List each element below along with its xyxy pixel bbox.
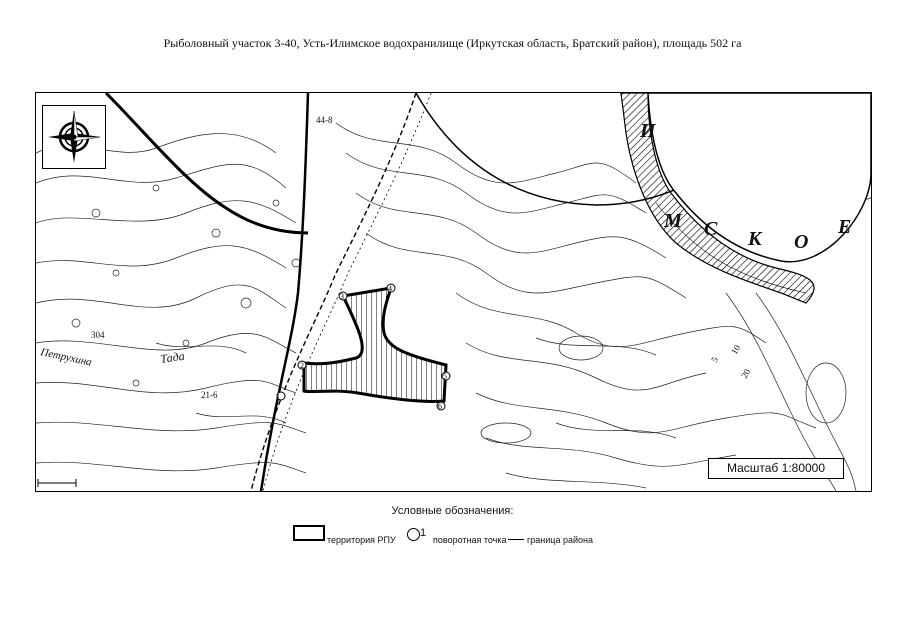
turning-point: [387, 284, 395, 293]
compass-rose-icon: [42, 105, 106, 169]
reservoir-letter: М: [664, 210, 682, 232]
legend-point-label: поворотная точка: [433, 535, 507, 545]
svg-text:1: 1: [276, 392, 280, 401]
reservoir-letter: Е: [838, 216, 852, 238]
reservoir-letter: К: [748, 228, 762, 250]
legend-boundary-label: граница района: [527, 535, 593, 545]
document-title: Рыболовный участок 3-40, Усть-Илимское водохранилище (Иркутская область, Братский район), площадь 502 га: [163, 36, 742, 50]
tada-label: Тада: [159, 348, 186, 366]
legend-title: Условные обозначения:: [391, 505, 514, 517]
svg-text:6: 6: [438, 402, 442, 411]
legend-area-label: территория РПУ: [327, 535, 396, 545]
area-swatch-icon: [293, 525, 325, 541]
turning-point: [276, 392, 285, 401]
boundary-line-icon: [508, 539, 524, 540]
svg-text:3: 3: [340, 292, 344, 301]
fishing-area-polygon: [304, 288, 446, 401]
turning-point: [442, 372, 450, 381]
svg-text:4: 4: [388, 284, 392, 293]
reservoir-letter: И: [640, 120, 656, 142]
reservoir-letter: О: [794, 231, 809, 253]
code-label: 21-6: [201, 390, 218, 400]
height-label: 304: [91, 330, 105, 340]
reservoir-letter: С: [704, 218, 718, 240]
turning-point: [437, 402, 445, 411]
scale-label: Масштаб 1:80000: [708, 458, 844, 479]
depth-label: 10: [729, 343, 743, 356]
map-canvas: [36, 93, 871, 491]
turning-point-icon: [407, 528, 420, 541]
scale-bar: [38, 479, 76, 487]
code-label: 44-8: [316, 115, 333, 125]
legend-point-number: 1: [420, 527, 427, 539]
svg-text:2: 2: [300, 361, 304, 370]
legend: [293, 525, 623, 547]
depth-label: 20: [739, 367, 753, 380]
depth-label: 5: [709, 355, 720, 364]
svg-text:5: 5: [443, 372, 447, 381]
petrukhina-label: Петрухина: [39, 346, 93, 369]
map-frame[interactable]: [35, 92, 872, 492]
